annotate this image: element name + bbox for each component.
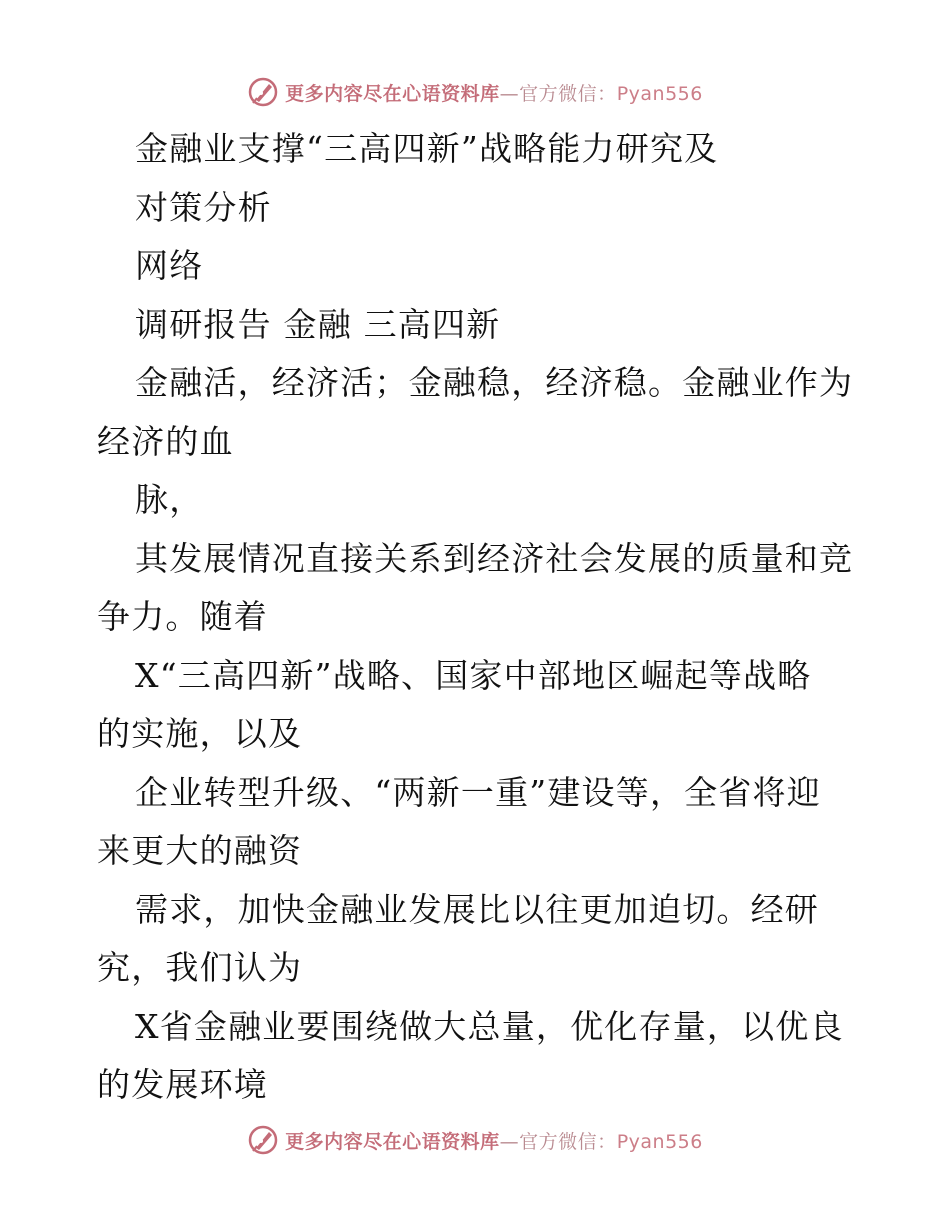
text-line: 争力。随着 xyxy=(97,597,268,636)
text-line: 金融业支撑“三高四新”战略能力研究及 xyxy=(135,129,719,168)
text-line: 企业转型升级、“两新一重”建设等，全省将迎 xyxy=(135,772,821,812)
text-line: 对策分析 xyxy=(135,187,272,227)
watermark-text xyxy=(285,1127,703,1154)
text-line: 究，我们认为 xyxy=(97,948,303,987)
text-line: 其发展情况直接关系到经济社会发展的质量和竞 xyxy=(135,538,854,578)
text-line: 的实施，以及 xyxy=(97,714,303,753)
text-line: 需求，加快金融业发展比以往更加迫切。经研 xyxy=(135,889,819,929)
quill-pen-seal-icon xyxy=(247,76,279,108)
text-line: 金融活，经济活；金融稳，经济稳。金融业作为 xyxy=(135,363,854,402)
header-watermark xyxy=(0,72,950,112)
watermark-wechat-label: —官方微信： xyxy=(499,1130,617,1153)
text-line: X省金融业要围绕做大总量，优化存量，以优良 xyxy=(135,1006,844,1046)
text-line: 脉， xyxy=(135,480,204,519)
watermark-text xyxy=(285,79,703,106)
text-line: 网络 xyxy=(135,246,204,285)
watermark-wechat-label: —官方微信： xyxy=(499,82,617,105)
watermark-wechat-id: Pyan556 xyxy=(616,82,703,105)
quill-pen-seal-icon xyxy=(247,1124,279,1156)
text-line: 调研报告 金融 三高四新 xyxy=(135,304,501,344)
watermark-wechat-id: Pyan556 xyxy=(616,1130,703,1153)
watermark-main-text: 更多内容尽在心语资料库 xyxy=(285,82,500,105)
watermark-main-text: 更多内容尽在心语资料库 xyxy=(285,1130,500,1153)
text-line: 经济的血 xyxy=(97,421,234,461)
text-line: 来更大的融资 xyxy=(97,831,303,870)
text-line: X“三高四新”战略、国家中部地区崛起等战略 xyxy=(135,655,812,695)
text-line: 的发展环境 xyxy=(97,1065,268,1104)
document-body xyxy=(97,120,867,1115)
footer-watermark xyxy=(0,1120,950,1160)
